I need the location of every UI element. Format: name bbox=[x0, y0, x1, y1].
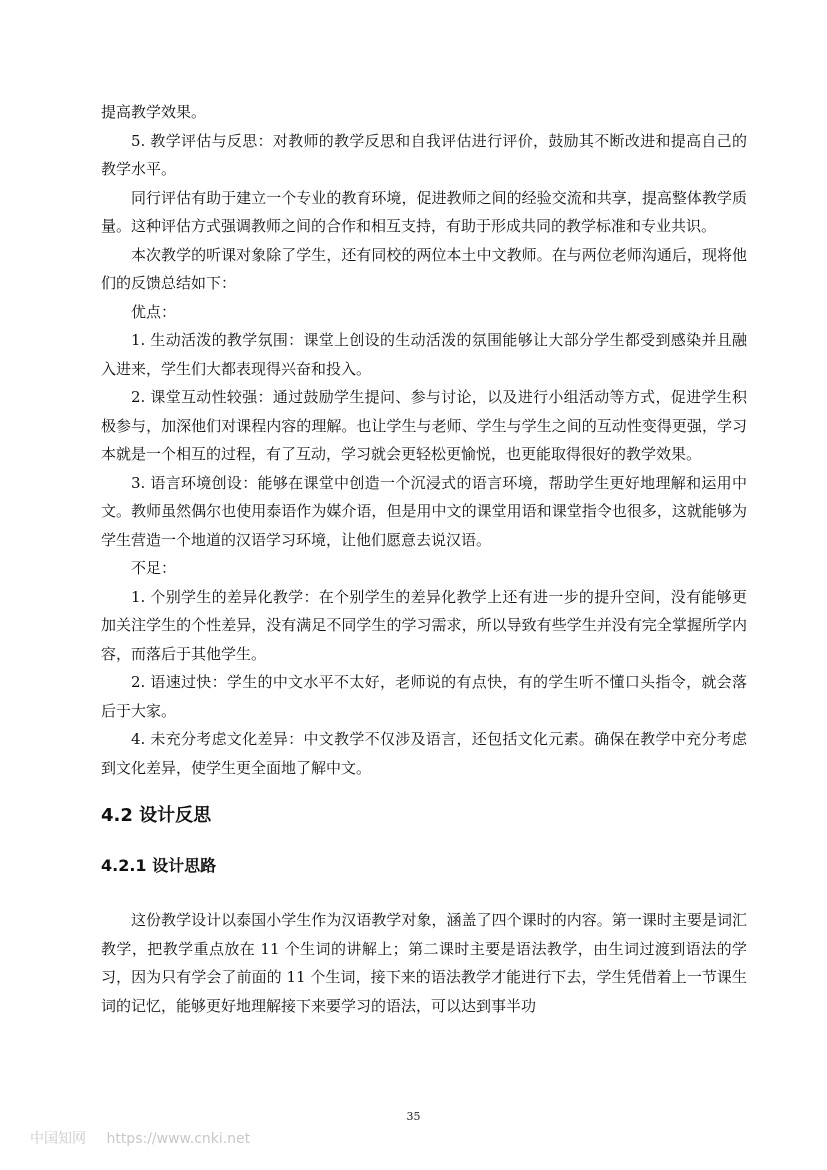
watermark-url: https://www.cnki.net bbox=[106, 1131, 251, 1147]
paragraph: 2. 课堂互动性较强：通过鼓励学生提问、参与讨论，以及进行小组活动等方式，促进学生积极参与，加深他们对课程内容的理解。也让学生与老师、学生与学生之间的互动性变得更强，学习本就是一个相互的过程，有了互动，学习就会更轻松更愉悦，也更能取得很好的教学效果。 bbox=[101, 388, 747, 463]
paragraph: 不足： bbox=[131, 559, 177, 577]
section-heading: 4.2 设计反思 bbox=[101, 805, 212, 826]
paragraph: 2. 语速过快：学生的中文水平不太好，老师说的有点快，有的学生听不懂口头指令，就会落后于大家。 bbox=[101, 673, 747, 720]
paragraphs-top bbox=[101, 98, 747, 782]
paragraph: 提高教学效果。 bbox=[101, 103, 207, 121]
paragraph: 同行评估有助于建立一个专业的教育环境，促进教师之间的经验交流和共享，提高整体教学质量。这种评估方式强调教师之间的合作和相互支持，有助于形成共同的教学标准和专业共识。 bbox=[101, 188, 747, 235]
document-body bbox=[101, 98, 747, 1020]
watermark bbox=[30, 1128, 266, 1148]
paragraph: 1. 生动活泼的教学氛围：课堂上创设的生动活泼的氛围能够让大部分学生都受到感染并且融入进来，学生们大都表现得兴奋和投入。 bbox=[101, 331, 747, 378]
paragraph: 1. 个别学生的差异化教学：在个别学生的差异化教学上还有进一步的提升空间，没有能够更加关注学生的个性差异，没有满足不同学生的学习需求，所以导致有些学生并没有完全掌握所学内容，而落后于其他学生。 bbox=[101, 587, 747, 663]
page-number: 35 bbox=[406, 1110, 421, 1123]
paragraph: 4. 未充分考虑文化差异：中文教学不仅涉及语言，还包括文化元素。确保在教学中充分考虑到文化差异，使学生更全面地了解中文。 bbox=[101, 730, 747, 777]
paragraph: 优点： bbox=[131, 302, 177, 321]
paragraph: 这份教学设计以泰国小学生作为汉语教学对象，涵盖了四个课时的内容。第一课时主要是词汇教学，把教学重点放在 11 个生词的讲解上；第二课时主要是语法教学，由生词过渡到语法的学习，因为只有学会了前面的 11 个生词，接下来的语法教学才能进行下去，学生凭借着上一节课生词的记忆，能够更好地理解接下来要学习的语法，可以达到事半功 bbox=[101, 911, 747, 1015]
paragraph: 3. 语言环境创设：能够在课堂中创造一个沉浸式的语言环境，帮助学生更好地理解和运用中文。教师虽然偶尔也使用泰语作为媒介语，但是用中文的课堂用语和课堂指令也很多，这就能够为学生营造一个地道的汉语学习环境，让他们愿意去说汉语。 bbox=[101, 473, 747, 549]
subsection-heading: 4.2.1 设计思路 bbox=[101, 856, 217, 875]
paragraph: 本次教学的听课对象除了学生，还有同校的两位本土中文教师。在与两位老师沟通后，现将他们的反馈总结如下： bbox=[101, 245, 747, 292]
paragraph: 5. 教学评估与反思：对教师的教学反思和自我评估进行评价，鼓励其不断改进和提高自己的教学水平。 bbox=[101, 131, 747, 178]
watermark-brand: 中国知网 bbox=[30, 1131, 86, 1147]
